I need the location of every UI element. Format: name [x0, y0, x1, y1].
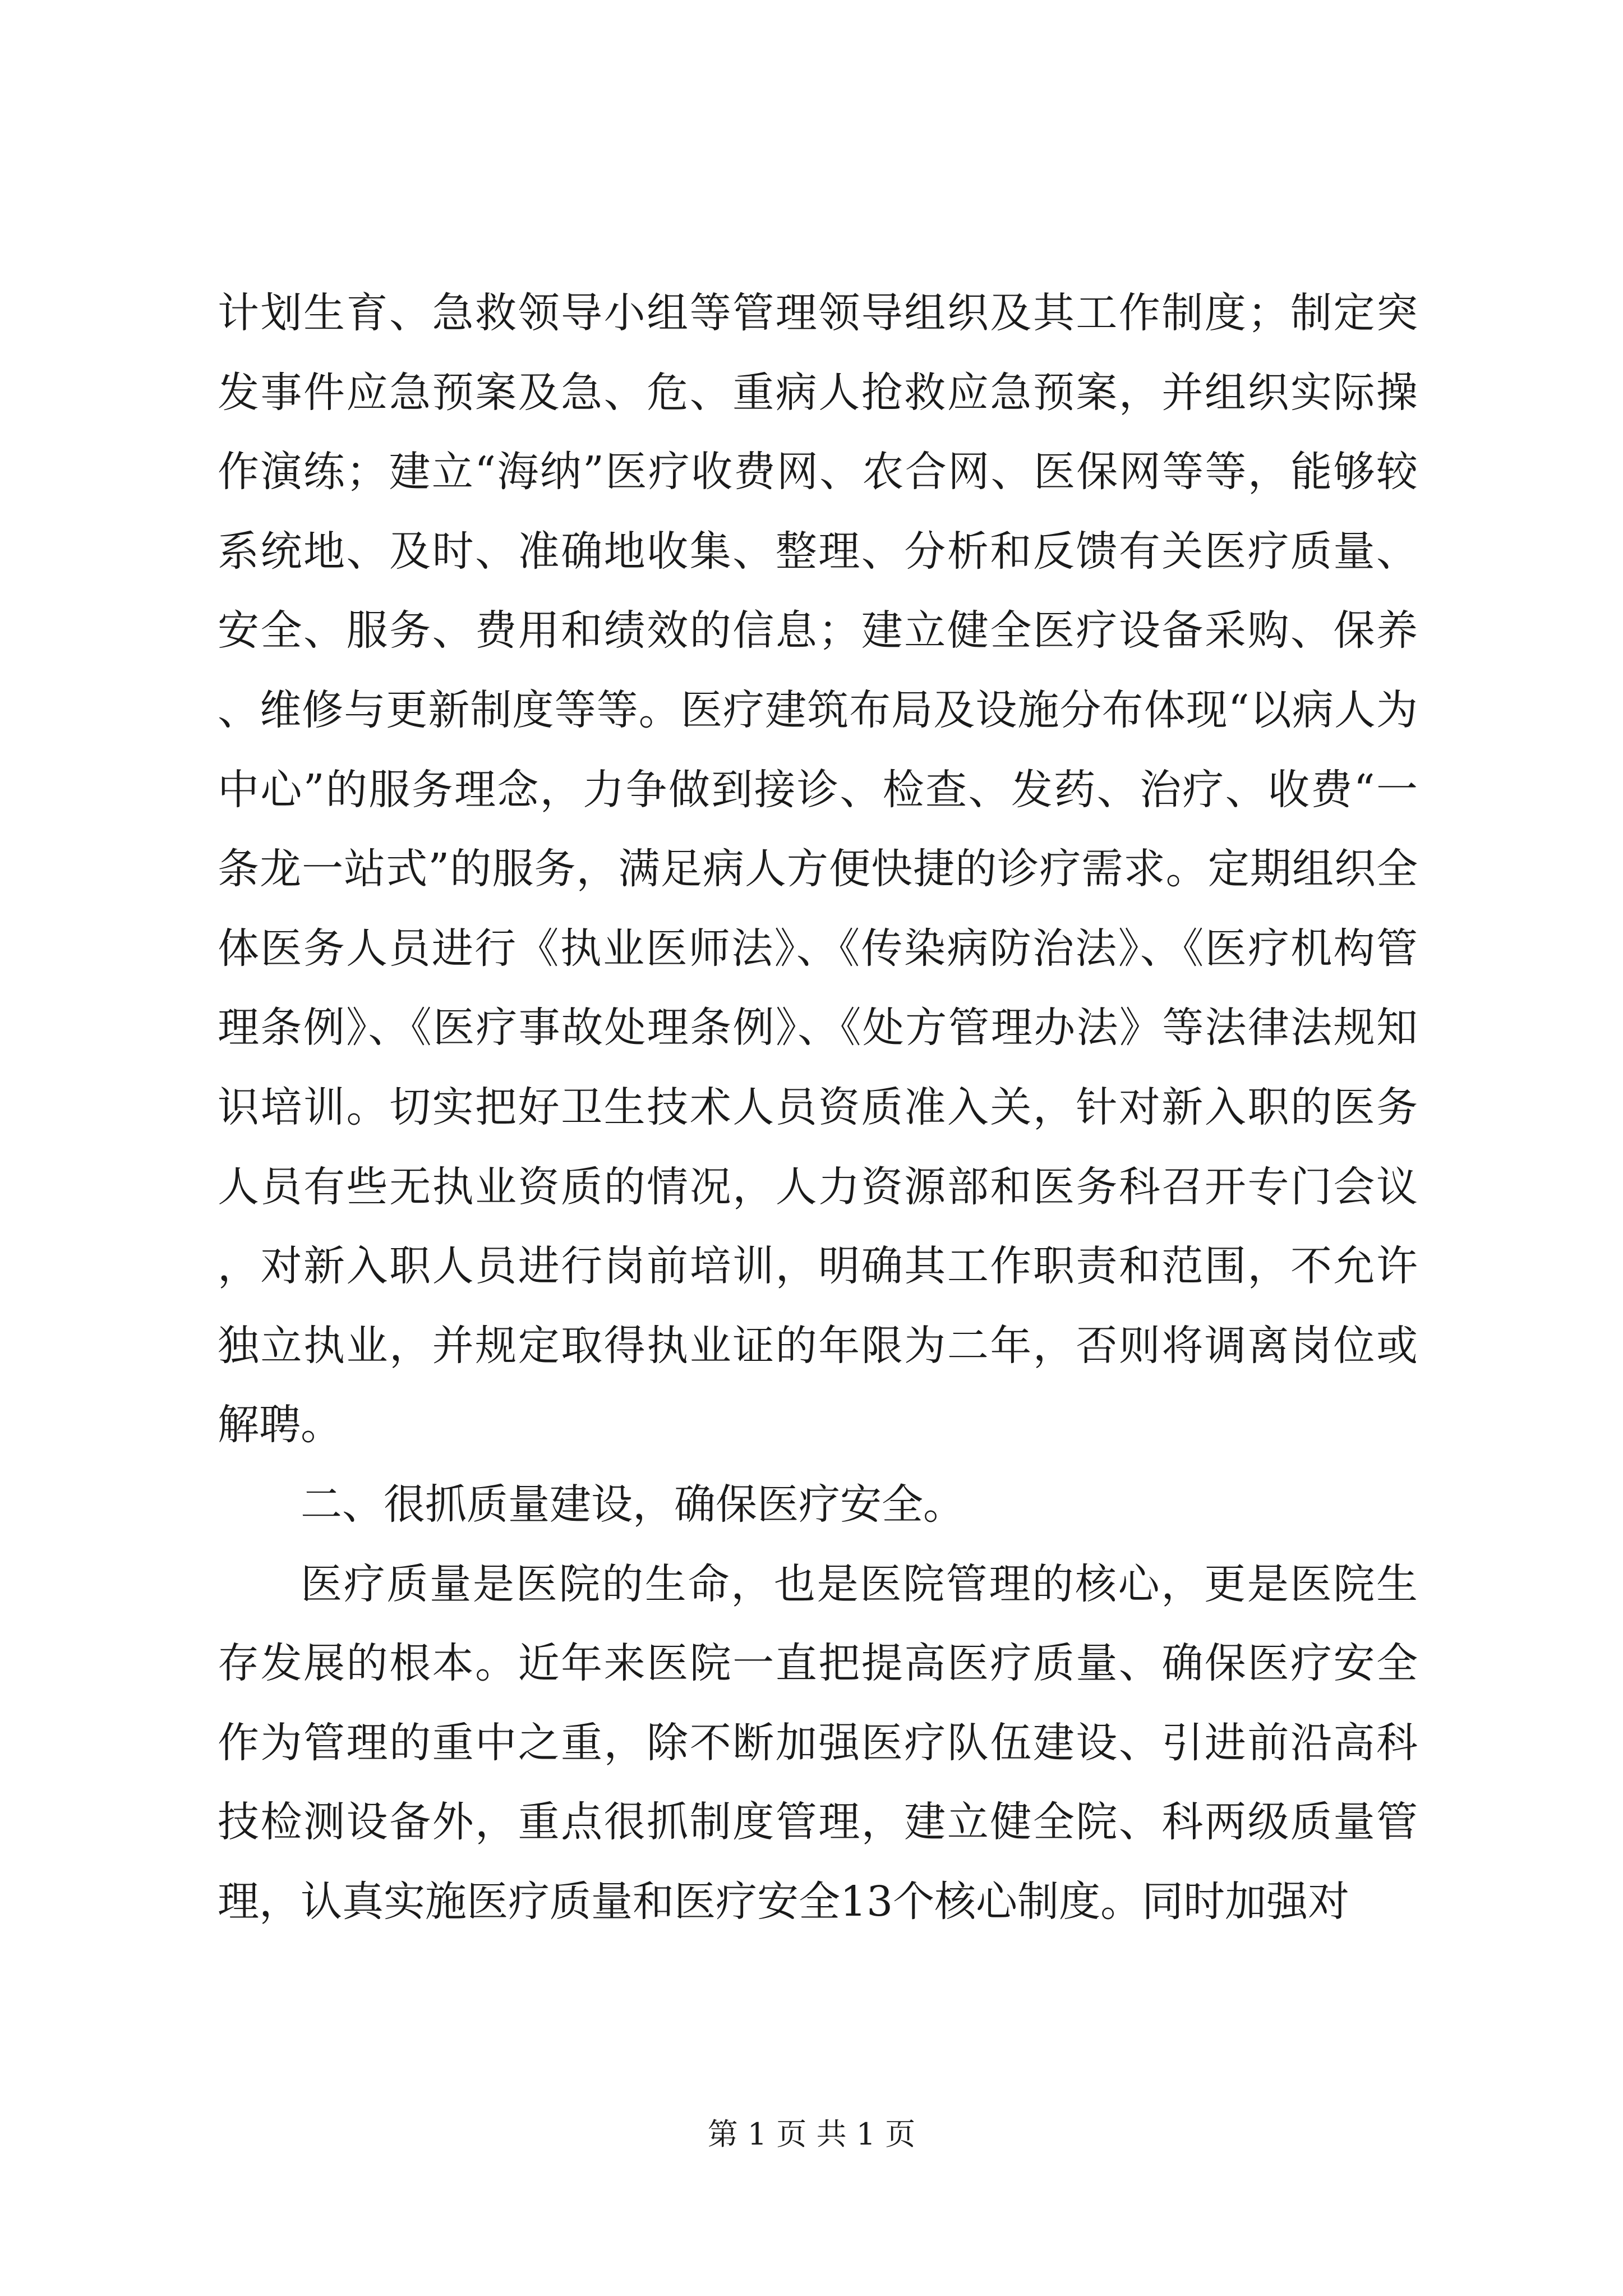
section-heading: 二、很抓质量建设，确保医疗安全。: [301, 1480, 965, 1529]
page-footer: [0, 2115, 1623, 2154]
paragraph-section-body: 医疗质量是医院的生命，也是医院管理的核心，更是医院生存发展的根本。近年来医院一直把提高医疗质量、确保医疗安全作为管理的重中之重，除不断加强医疗队伍建设、引进前沿高科技检测设备外，重点很抓制度管理，建立健全院、科两级质量管理，认真实施医疗质量和医疗安全13个核心制度。同时加强对: [218, 1559, 1418, 1926]
document-body: [218, 274, 1418, 1941]
paragraph-continuation: 计划生育、急救领导小组等管理领导组织及其工作制度；制定突发事件应急预案及急、危、重病人抢救应急预案，并组织实际操作演练；建立“海纳”医疗收费网、农合网、医保网等等，能够较系统地、及时、准确地收集、整理、分析和反馈有关医疗质量、安全、服务、费用和绩效的信息；建立健全医疗设备采购、保养、维修与更新制度等等。医疗建筑布局及设施分布体现“以病人为中心”的服务理念，力争做到接诊、检查、发药、治疗、收费“一条龙一站式”的服务，满足病人方便快捷的诊疗需求。定期组织全体医务人员进行《执业医师法》、《传染病防治法》、《医疗机构管理条例》、《医疗事故处理条例》、《处方管理办法》等法律法规知识培训。切实把好卫生技术人员资质准入关，针对新入职的医务人员有些无执业资质的情况，人力资源部和医务科召开专门会议，对新入职人员进行岗前培训，明确其工作职责和范围，不允许独立执业，并规定取得执业证的年限为二年，否则将调离岗位或解聘。: [218, 289, 1418, 1450]
page-number-label: 第 1 页 共 1 页: [707, 2116, 916, 2152]
